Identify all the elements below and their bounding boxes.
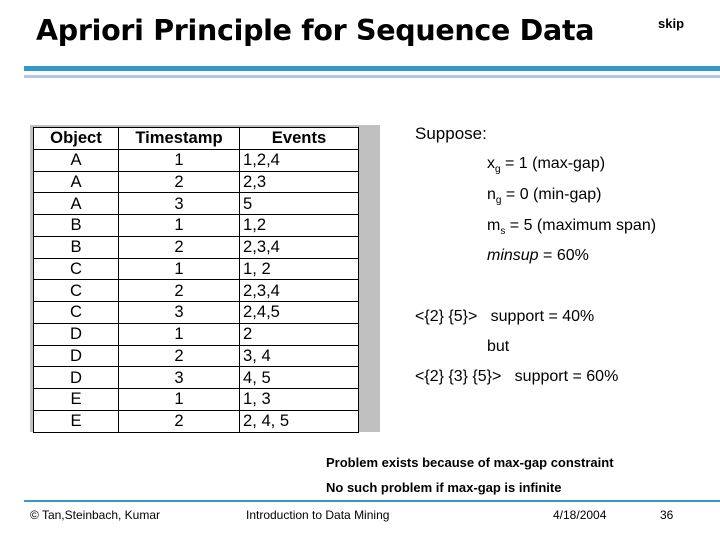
table-row (34, 367, 359, 389)
timestamp-cell: 2 (119, 410, 240, 432)
table-row (34, 258, 359, 280)
skip-link[interactable]: skip (658, 16, 685, 31)
column-header-timestamp: Timestamp (119, 128, 240, 150)
object-cell: E (34, 410, 119, 432)
events-cell: 1,2,4 (240, 149, 359, 171)
timestamp-cell: 3 (119, 302, 240, 324)
object-cell: D (34, 323, 119, 345)
object-cell: D (34, 367, 119, 389)
param-sub: s (500, 226, 506, 237)
timestamp-cell: 2 (119, 236, 240, 258)
events-cell: 2, 4, 5 (240, 410, 359, 432)
timestamp-cell: 2 (119, 280, 240, 302)
object-cell: A (34, 149, 119, 171)
object-cell: C (34, 258, 119, 280)
max-span-param (487, 217, 656, 237)
events-cell: 2,4,5 (240, 302, 359, 324)
timestamp-cell: 2 (119, 345, 240, 367)
events-cell: 5 (240, 193, 359, 215)
table-row (34, 345, 359, 367)
timestamp-cell: 1 (119, 215, 240, 237)
table-header-row (34, 128, 359, 150)
footer-line (24, 500, 720, 502)
table-row (34, 215, 359, 237)
object-cell: E (34, 389, 119, 411)
events-cell: 3, 4 (240, 345, 359, 367)
param-var: x (487, 155, 495, 172)
param-text: = 1 (max-gap) (500, 155, 606, 172)
sequence-data-table (33, 127, 359, 433)
events-cell: 2,3,4 (240, 236, 359, 258)
table-row (34, 389, 359, 411)
column-header-events: Events (240, 128, 359, 150)
param-var: n (487, 186, 496, 203)
timestamp-cell: 1 (119, 149, 240, 171)
timestamp-cell: 3 (119, 193, 240, 215)
column-header-object: Object (34, 128, 119, 150)
but-label: but (487, 338, 510, 355)
title-underline-bar-light (24, 75, 720, 78)
timestamp-cell: 3 (119, 367, 240, 389)
param-sub: g (495, 195, 502, 206)
minsup-label: minsup (487, 247, 539, 264)
events-cell: 1, 2 (240, 258, 359, 280)
timestamp-cell: 1 (119, 323, 240, 345)
timestamp-cell: 1 (119, 258, 240, 280)
timestamp-cell: 2 (119, 171, 240, 193)
events-cell: 2 (240, 323, 359, 345)
object-cell: B (34, 236, 119, 258)
note-problem: Problem exists because of max-gap constraint (326, 455, 614, 470)
min-gap-param (487, 186, 602, 206)
title-underline-bar (24, 66, 720, 71)
max-gap-param (487, 155, 605, 175)
sequence-support-1: <{2} {5}> support = 40% (415, 308, 595, 325)
footer-copyright: © Tan,Steinbach, Kumar (30, 508, 161, 522)
footer-course: Introduction to Data Mining (246, 508, 390, 522)
events-cell: 1,2 (240, 215, 359, 237)
param-text: = 0 (min-gap) (501, 186, 602, 203)
slide-title: Apriori Principle for Sequence Data (36, 14, 595, 47)
footer-page-number: 36 (660, 508, 674, 522)
table-row (34, 410, 359, 432)
events-cell: 2,3 (240, 171, 359, 193)
events-cell: 2,3,4 (240, 280, 359, 302)
table-row (34, 236, 359, 258)
table-row (34, 193, 359, 215)
minsup-param (487, 247, 589, 265)
table-row (34, 149, 359, 171)
table-row (34, 171, 359, 193)
suppose-label: Suppose: (415, 124, 487, 143)
table-row (34, 280, 359, 302)
note-no-problem: No such problem if max-gap is infinite (326, 480, 562, 495)
events-cell: 1, 3 (240, 389, 359, 411)
footer-date: 4/18/2004 (553, 508, 607, 522)
events-cell: 4, 5 (240, 367, 359, 389)
param-var: m (487, 217, 501, 234)
table-row (34, 302, 359, 324)
minsup-value: = 60% (538, 247, 589, 264)
table-row (34, 323, 359, 345)
object-cell: C (34, 280, 119, 302)
timestamp-cell: 1 (119, 389, 240, 411)
param-text: = 5 (maximum span) (505, 217, 657, 234)
object-cell: A (34, 193, 119, 215)
param-sub: g (495, 164, 501, 175)
object-cell: B (34, 215, 119, 237)
sequence-support-2: <{2} {3} {5}> support = 60% (415, 368, 619, 385)
object-cell: A (34, 171, 119, 193)
object-cell: C (34, 302, 119, 324)
object-cell: D (34, 345, 119, 367)
